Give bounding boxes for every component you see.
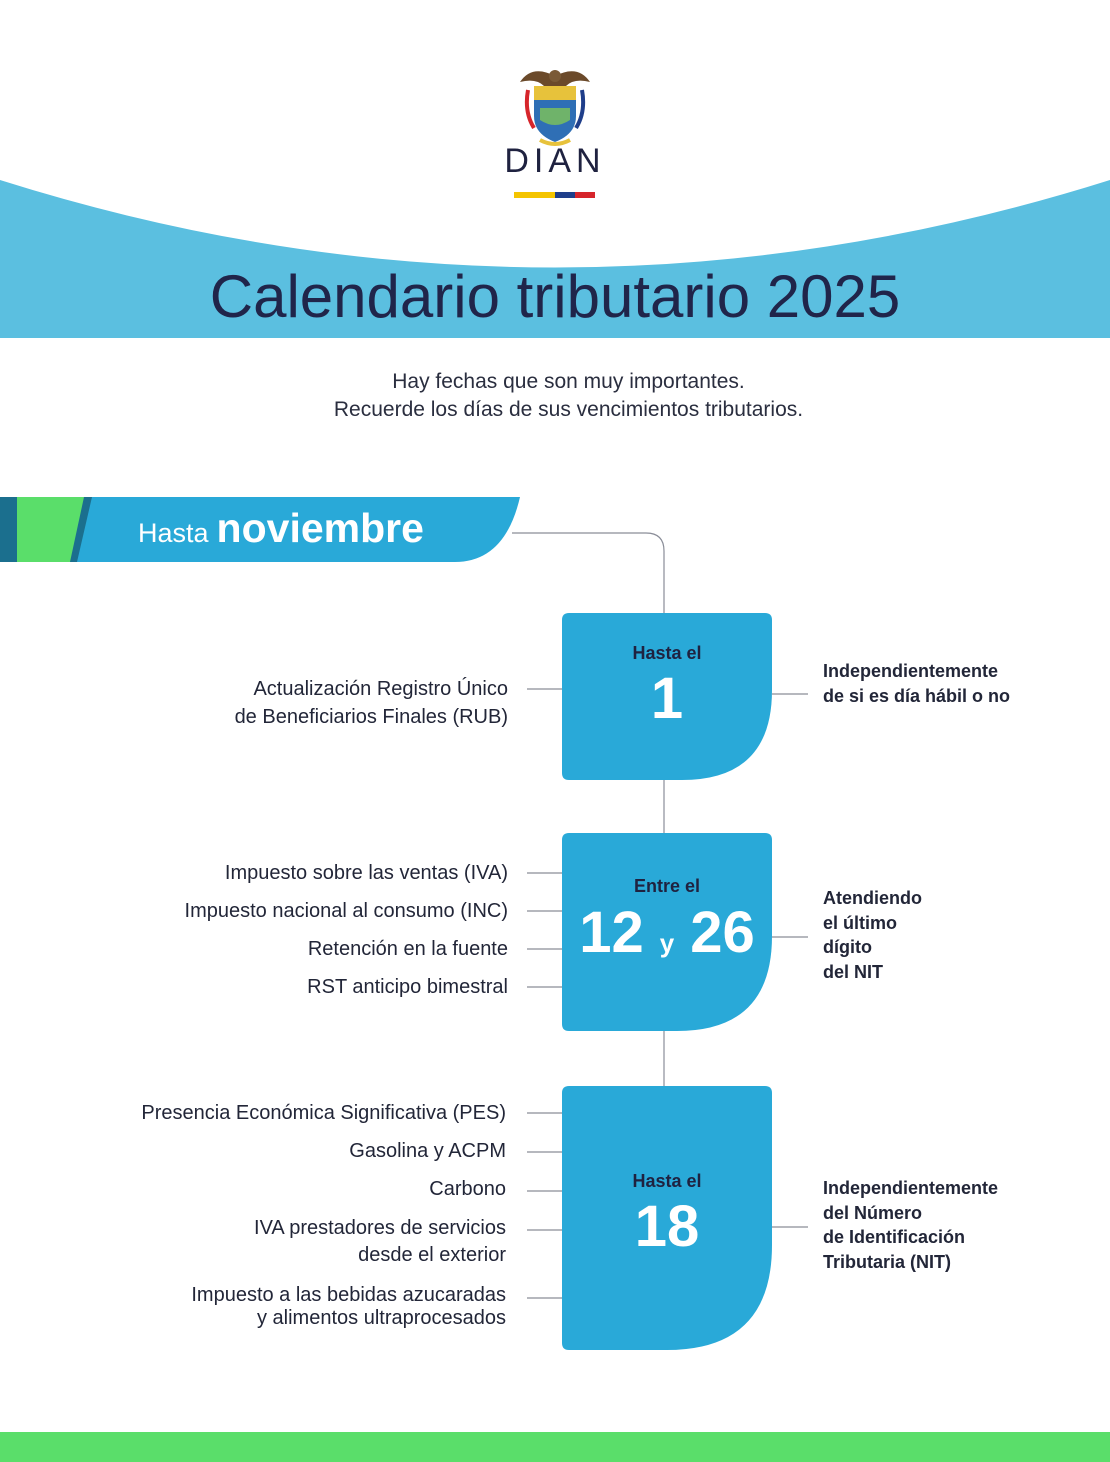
obligation-item: Carbono [429,1178,506,1200]
obligation-item [235,675,508,731]
note-line: Independientemente [823,661,999,681]
obligation-line: Impuesto a las bebidas azucaradas [191,1284,506,1306]
card-conjunction: y [659,928,675,958]
page-title: Calendario tributario 2025 [209,263,901,330]
note-line: Atendiendo [823,888,922,908]
date-card-2-text [562,876,772,966]
obligation-item: RST anticipo bimestral [307,976,508,998]
note-line: de si es día hábil o no [823,685,1011,706]
card-kicker: Hasta el [632,643,702,663]
footer-bar [0,1432,1110,1462]
obligation-line: de Beneficiarios Finales (RUB) [234,706,508,728]
obligation-line: desde el exterior [358,1244,506,1266]
note-line: Tributaria (NIT) [823,1251,952,1272]
subtitle-line: Hay fechas que son muy importantes. [392,370,745,393]
note-line: Independientemente [823,1178,999,1198]
note-line: el último [823,912,898,933]
subtitle-line: Recuerde los días de sus vencimientos tributarios. [333,398,804,421]
card-day-to: 26 [690,900,755,965]
obligation-item: Impuesto sobre las ventas (IVA) [224,862,508,884]
deadline-note [823,659,1010,708]
note-line: de Identificación [823,1227,966,1247]
note-line: del Número [823,1202,923,1223]
obligation-line: y alimentos ultraprocesados [256,1307,506,1329]
org-name: DIAN [504,142,606,180]
month-prefix: Hasta [138,518,209,548]
card-kicker: Hasta el [632,1171,702,1191]
note-line: del NIT [823,961,884,982]
date-card-1-text [562,643,772,731]
deadline-note [823,886,922,984]
deadline-note [823,1176,998,1274]
card-day: 18 [634,1194,700,1259]
date-card-3-text [562,1171,772,1259]
card-day-from: 12 [579,900,644,965]
obligation-line: Actualización Registro Único [253,678,508,700]
obligation-item [191,1284,506,1330]
card-kicker: Entre el [633,876,701,896]
card-day-range [562,899,772,966]
obligation-item: Retención en la fuente [307,938,508,960]
month-name: noviembre [216,505,424,551]
obligation-item: Gasolina y ACPM [349,1140,506,1162]
obligation-item: Presencia Económica Significativa (PES) [141,1102,506,1124]
card-day: 1 [650,666,684,731]
obligation-item [254,1215,506,1269]
note-line: dígito [823,937,872,957]
obligation-item: Impuesto nacional al consumo (INC) [184,900,508,922]
obligation-line: IVA prestadores de servicios [254,1217,506,1239]
